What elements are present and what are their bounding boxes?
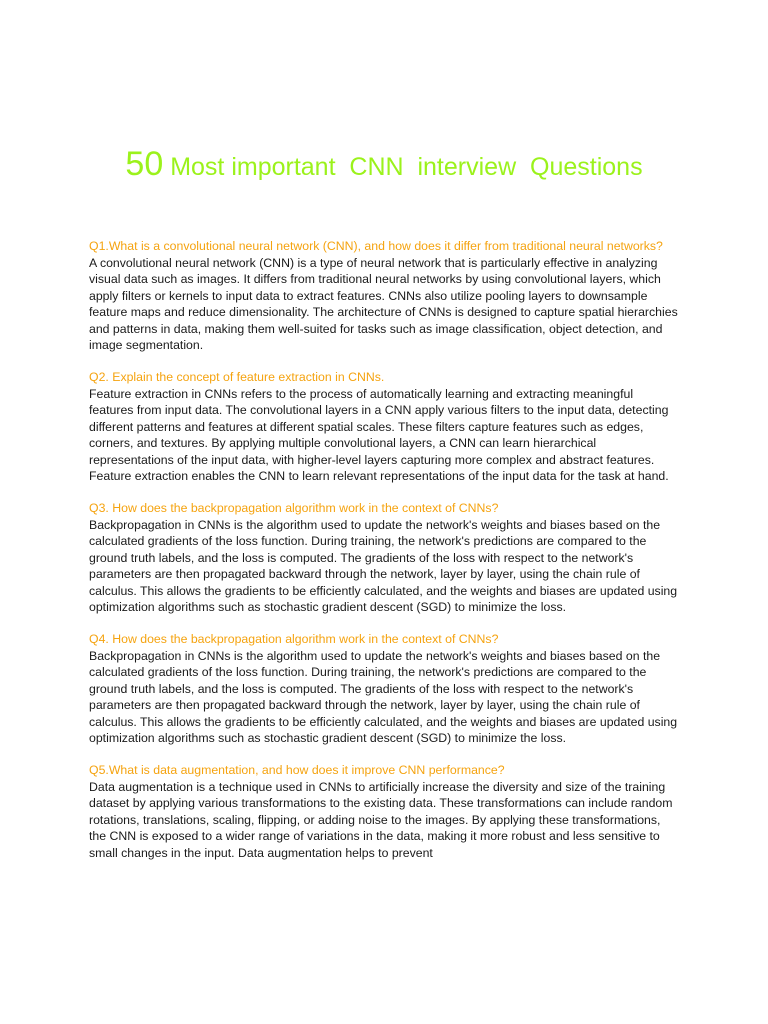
qa-list [89,238,679,877]
answer-paragraph: Data augmentation is a technique used in CNNs to artificially increase the diversity and size of the training dataset by applying various transformations to the existing data. These transformations can include random rotations, translations, scaling, flipping, or adding noise to the images. By applying these transformations, the CNN is exposed to a wider range of variations in the data, making it more robust and less sensitive to small changes in the input. Data augmentation helps to prevent [89,779,673,860]
title-text: Most important CNN interview Questions [163,153,643,181]
question-heading: Q1.What is a convolutional neural network (CNN), and how does it differ from traditional neural networks? [89,239,663,253]
qa-item-4 [89,631,679,747]
page-title [0,144,768,187]
answer-paragraph: Backpropagation in CNNs is the algorithm used to update the network's weights and biases based on the calculated gradients of the loss function. During training, the network's predictions are compared to the ground truth labels, and the loss is computed. The gradients of the loss with respect to the network's parameters are then propagated backward through the network, layer by layer, using the chain rule of calculus. This allows the gradients to be efficiently calculated, and the weights and biases are updated using optimization algorithms such as stochastic gradient descent (SGD) to minimize the loss. [89,517,678,614]
question-heading: Q2. Explain the concept of feature extraction in CNNs. [89,370,385,384]
answer-paragraph: A convolutional neural network (CNN) is a type of neural network that is particularly effective in analyzing visual data such as images. It differs from traditional neural networks by using convolutional layers, which apply filters or kernels to input data to extract features. CNNs also utilize pooling layers to downsample feature maps and reduce dimensionality. The architecture of CNNs is designed to capture spatial hierarchies and patterns in data, making them well-suited for tasks such as image classification, object detection, and image segmentation. [89,255,678,352]
qa-item-2 [89,369,679,485]
question-heading: Q4. How does the backpropagation algorithm work in the context of CNNs? [89,632,499,646]
qa-item-3 [89,500,679,616]
answer-paragraph: Feature extraction in CNNs refers to the process of automatically learning and extracting meaningful features from input data. The convolutional layers in a CNN apply various filters to the input data, detecting different patterns and features at different spatial scales. These filters capture features such as edges, corners, and textures. By applying multiple convolutional layers, a CNN can learn hierarchical representations of the input data, with higher-level layers capturing more complex and abstract features. Feature extraction enables the CNN to learn relevant representations of the input data for the task at hand. [89,386,669,483]
answer-paragraph: Backpropagation in CNNs is the algorithm used to update the network's weights and biases based on the calculated gradients of the loss function. During training, the network's predictions are compared to the ground truth labels, and the loss is computed. The gradients of the loss with respect to the network's parameters are then propagated backward through the network, layer by layer, using the chain rule of calculus. This allows the gradients to be efficiently calculated, and the weights and biases are updated using optimization algorithms such as stochastic gradient descent (SGD) to minimize the loss. [89,648,678,745]
qa-item-5 [89,762,679,861]
question-heading: Q5.What is data augmentation, and how does it improve CNN performance? [89,763,505,777]
qa-item-1 [89,238,679,354]
question-heading: Q3. How does the backpropagation algorithm work in the context of CNNs? [89,501,499,515]
title-number: 50 [125,145,164,183]
